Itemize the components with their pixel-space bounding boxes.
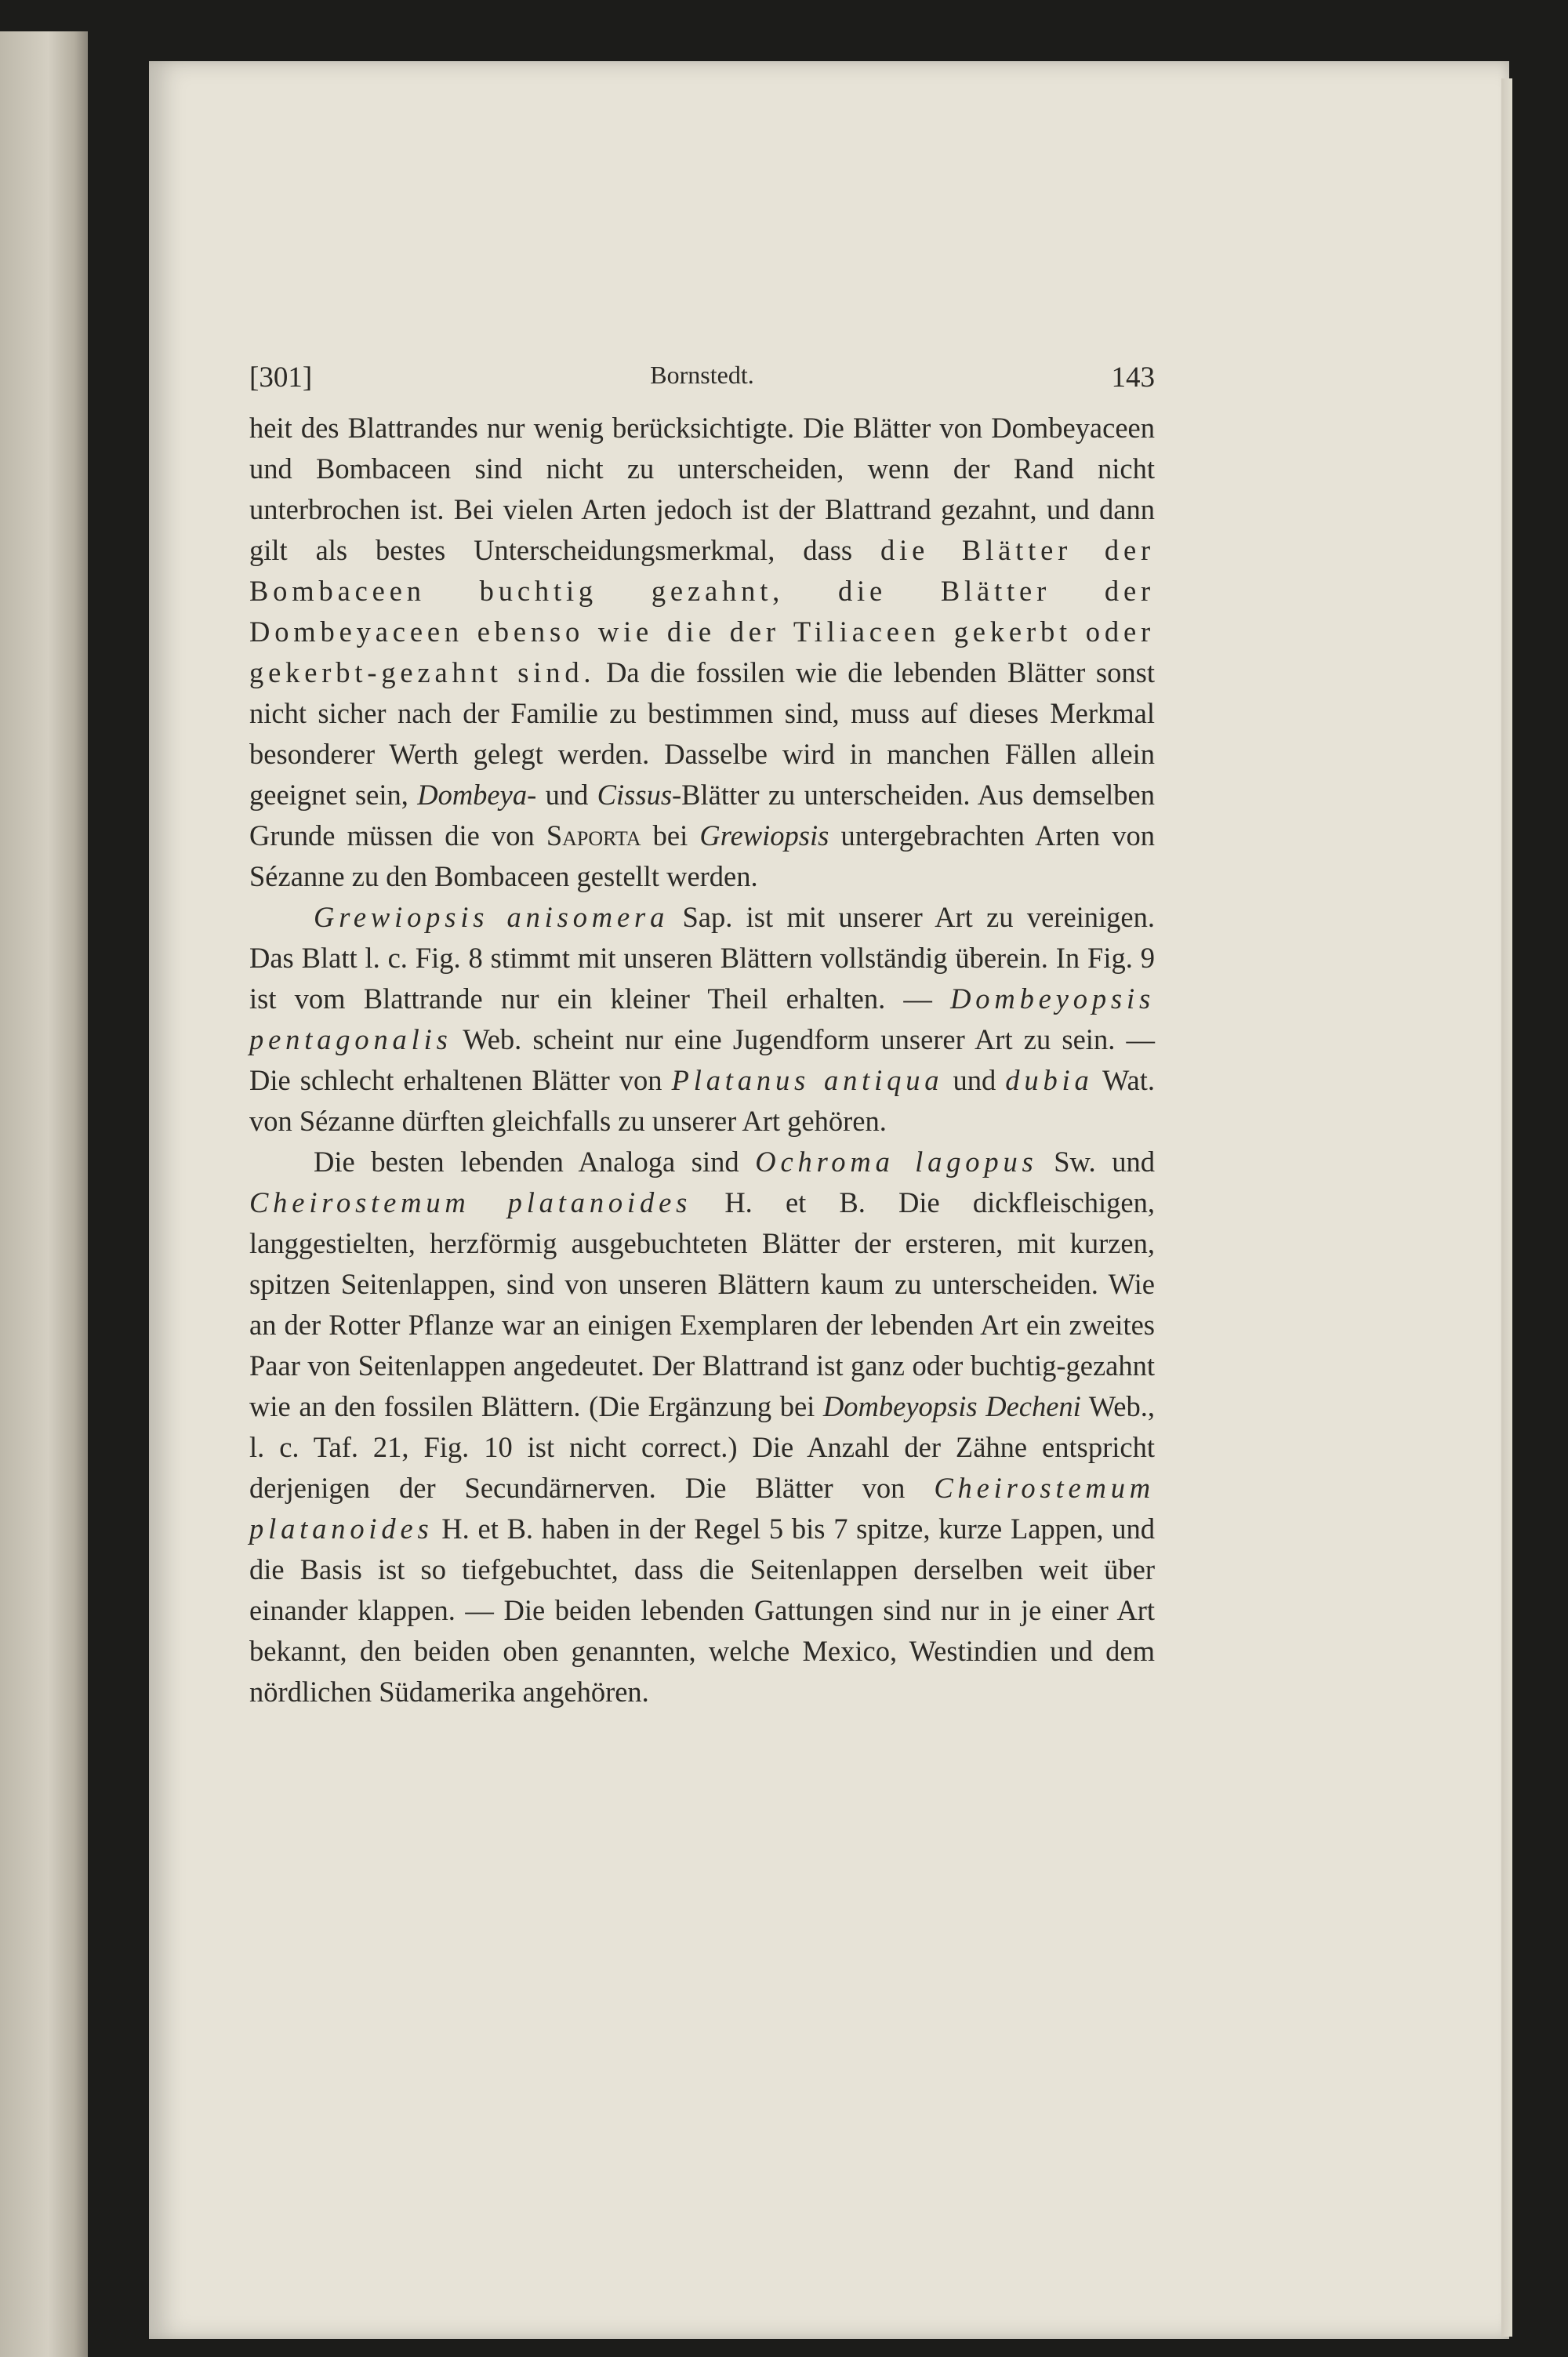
text-run: Web., l. c. Taf. 21, Fig. 10 ist nicht correct.) Die Anzahl der Zähne entspricht derjenigen der Secundärnerven. Die Blätter von [249, 1390, 1155, 1504]
page-stack-edge [1501, 78, 1512, 2337]
text-run: heit des Blattrandes nur wenig berücksichtigte. Die Blätter von Dombeyaceen und Bombaceen sind nicht zu unterscheiden, wenn der Rand nicht unterbrochen ist. Bei vielen Arten jedoch ist der Blattrand gezahnt, und dann gilt als bestes Unterscheidungsmerkmal, dass [249, 412, 1155, 566]
paragraph [249, 408, 1155, 897]
left-page-edge [0, 31, 88, 2357]
text-run: - und [527, 779, 597, 811]
taxon-name: Platanus antiqua [671, 1064, 944, 1096]
text-run: -Blätter zu unterscheiden. Aus demselben Grunde müssen die von [249, 779, 1155, 852]
taxon-name: dubia [1005, 1064, 1094, 1096]
taxon-name: Ochroma lagopus [755, 1146, 1038, 1178]
page-bracket-number: [301] [249, 361, 313, 394]
taxon-name: Grewiopsis anisomera [314, 901, 670, 933]
text-run: Wat. von Sézanne dürften gleichfalls zu unserer Art gehören. [249, 1064, 1155, 1137]
paragraph [249, 1142, 1155, 1712]
text-run: H. et B. haben in der Regel 5 bis 7 spitze, kurze Lappen, und die Basis ist so tiefgebuchtet, dass die Seitenlappen derselben weit über einander klappen. — Die beiden lebenden Gattungen sind nur in je einer Art bekannt, den beiden oben genannten, welche Mexico, Westindien und dem nördlichen Südamerika angehören. [249, 1513, 1155, 1708]
text-run: Sap. ist mit unserer Art zu vereinigen. Das Blatt l. c. Fig. 8 stimmt mit unseren Blättern vollständig überein. In Fig. 9 ist vom Blattrande nur ein kleiner Theil erhalten. — [249, 901, 1156, 1015]
page-number: 143 [1111, 361, 1155, 394]
text-run: H. et B. Die dickfleischigen, langgestielten, herzförmig ausgebuchteten Blätter der ersteren, mit kurzen, spitzen Seitenlappen, sind von unseren Blättern kaum zu unterscheiden. Wie an der Rotter Pflanze war an einigen Exemplaren der lebenden Art ein zweites Paar von Seitenlappen angedeutet. Der Blattrand ist ganz oder buchtig-gezahnt wie an den fossilen Blättern. (Die Ergänzung bei [249, 1186, 1155, 1422]
text-run: untergebrachten Arten von Sézanne zu den Bombaceen gestellt werden. [249, 819, 1155, 892]
running-head [249, 361, 1155, 408]
text-run: Die besten lebenden Analoga sind [314, 1146, 756, 1178]
italic-text: Grewiopsis [699, 819, 829, 852]
text-run: Sw. und [1037, 1146, 1156, 1178]
italic-text: Dombeya [417, 779, 528, 811]
text-run: und [943, 1064, 1006, 1096]
taxon-name: Cheirostemum platanoides [249, 1472, 1155, 1545]
text-run: Da die fossilen wie die lebenden Blätter sonst nicht sicher nach der Familie zu bestimmen sind, muss auf dieses Merkmal besonderer Werth gelegt werden. Dasselbe wird in manchen Fällen allein geeignet sein, [249, 656, 1155, 811]
running-title: Bornstedt. [650, 361, 754, 389]
spaced-text: die Blätter der Bombaceen buchtig gezahnt, die Blätter der Dombeyaceen ebenso wie die der Tiliaceen gekerbt oder gekerbt-gezahnt sind. [249, 534, 1156, 688]
italic-text: Dombeyopsis Decheni [822, 1390, 1081, 1422]
text-run: Web. scheint nur eine Jugendform unserer Art zu sein. — Die schlecht erhaltenen Blätter von [249, 1023, 1155, 1096]
author-name: Saporta [546, 819, 641, 852]
body-text [249, 408, 1155, 1712]
text-run: bei [641, 819, 700, 852]
italic-text: Cissus [597, 779, 673, 811]
taxon-name: Dombeyopsis pentagonalis [249, 982, 1155, 1055]
text-block [249, 361, 1155, 1712]
paragraph [249, 897, 1155, 1142]
taxon-name: Cheirostemum platanoides [249, 1186, 692, 1218]
